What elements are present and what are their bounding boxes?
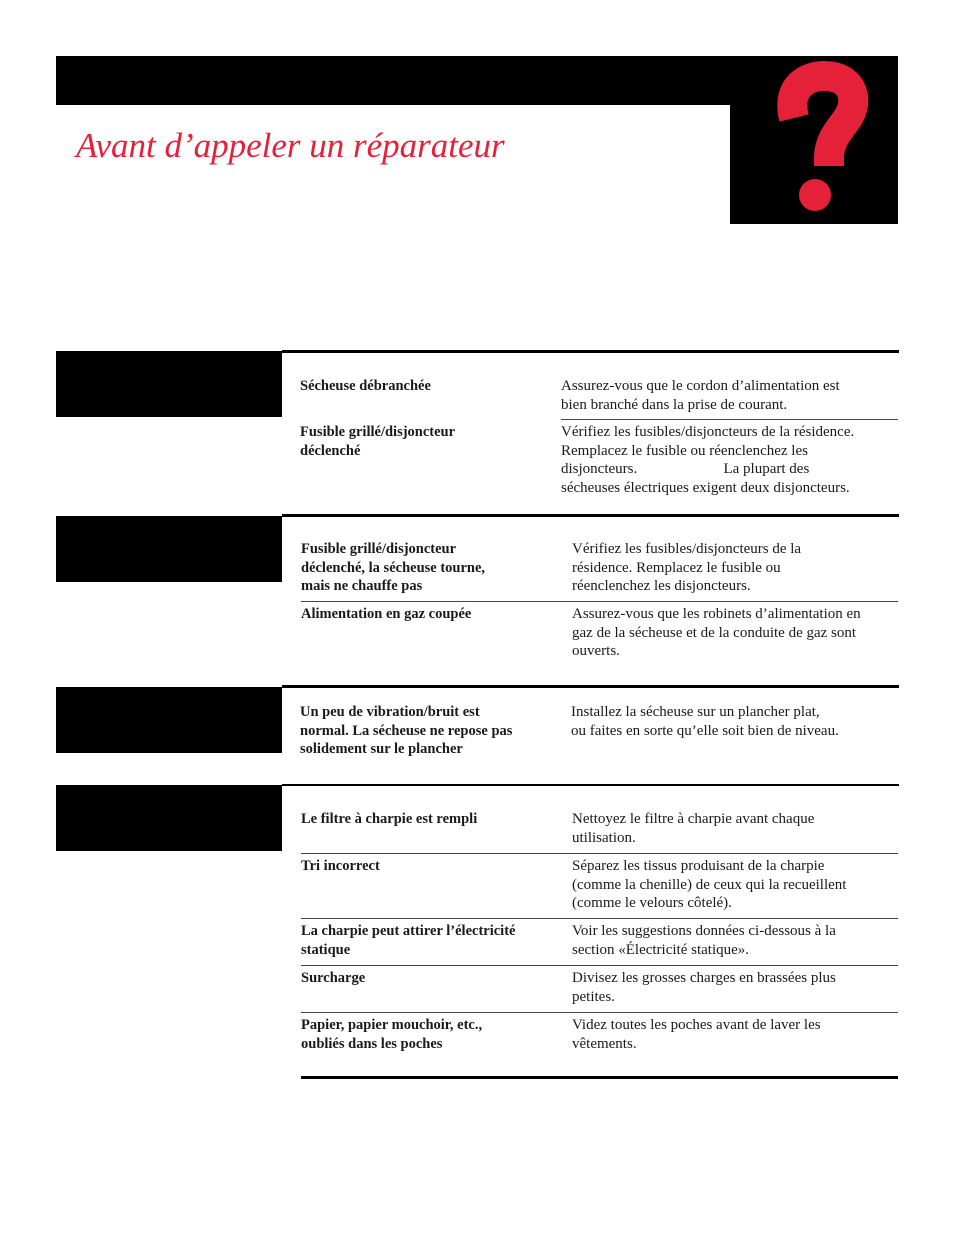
solution-text: Voir les suggestions données ci-dessous à la section «Électricité statique». <box>572 923 836 958</box>
cause-text: La charpie peut attirer l’électricité statique <box>301 923 516 958</box>
section-heading-block <box>56 516 282 582</box>
cause-text: Le filtre à charpie est rempli <box>301 811 478 827</box>
solution-text: Installez la sécheuse sur un plancher plat, ou faites en sorte qu’elle soit bien de niveau. <box>571 704 839 739</box>
row-divider <box>561 419 898 420</box>
cause-text: Fusible grillé/disjoncteur déclenché <box>300 424 456 459</box>
question-box <box>730 56 898 224</box>
solution-text: Nettoyez le filtre à charpie avant chaque utilisation. <box>572 811 815 846</box>
section-heading-block <box>56 351 282 417</box>
solution-text: Séparez les tissus produisant de la charpie (comme la chenille) de ceux qui la recueillent (comme le velours côtelé). <box>572 858 847 911</box>
solution-text: Videz toutes les poches avant de laver les vêtements. <box>572 1017 821 1052</box>
solution-text: Assurez-vous que les robinets d’alimentation en gaz de la sécheuse et de la conduite de gaz sont ouverts. <box>572 606 861 659</box>
page-title: Avant d’appeler un réparateur <box>76 126 505 165</box>
solution-text: Vérifiez les fusibles/disjoncteurs de la résidence. Remplacez le fusible ou réenclenchez les disjoncteurs. La plupart des sécheuses électriques exigent deux disjoncteurs. <box>561 424 855 496</box>
question-mark-icon <box>730 56 898 224</box>
cause-text: Un peu de vibration/bruit est normal. La sécheuse ne repose pas solidement sur le plancher <box>300 704 513 757</box>
section-rule <box>282 784 899 786</box>
cause-text: Papier, papier mouchoir, etc., oubliés dans les poches <box>301 1017 483 1052</box>
row-divider <box>301 853 898 854</box>
row-divider <box>301 601 898 602</box>
solution-text: Assurez-vous que le cordon d’alimentation est bien branché dans la prise de courant. <box>561 378 840 413</box>
solution-text: Vérifiez les fusibles/disjoncteurs de la résidence. Remplacez le fusible ou réenclenchez les disjoncteurs. <box>572 541 802 594</box>
row-divider <box>301 1012 898 1013</box>
cause-text: Tri incorrect <box>301 858 380 874</box>
cause-text: Surcharge <box>301 970 366 986</box>
section-heading-block <box>56 785 282 851</box>
section-heading-block <box>56 687 282 753</box>
row-divider <box>301 918 898 919</box>
solution-text: Divisez les grosses charges en brassées plus petites. <box>572 970 836 1005</box>
cause-text: Fusible grillé/disjoncteur déclenché, la sécheuse tourne, mais ne chauffe pas <box>301 541 486 594</box>
section-rule <box>282 685 899 688</box>
section-rule <box>282 514 899 517</box>
cause-text: Sécheuse débranchée <box>300 378 431 394</box>
row-divider <box>301 965 898 966</box>
table-bottom-rule <box>301 1076 898 1079</box>
cause-text: Alimentation en gaz coupée <box>301 606 472 622</box>
section-rule <box>282 350 899 353</box>
